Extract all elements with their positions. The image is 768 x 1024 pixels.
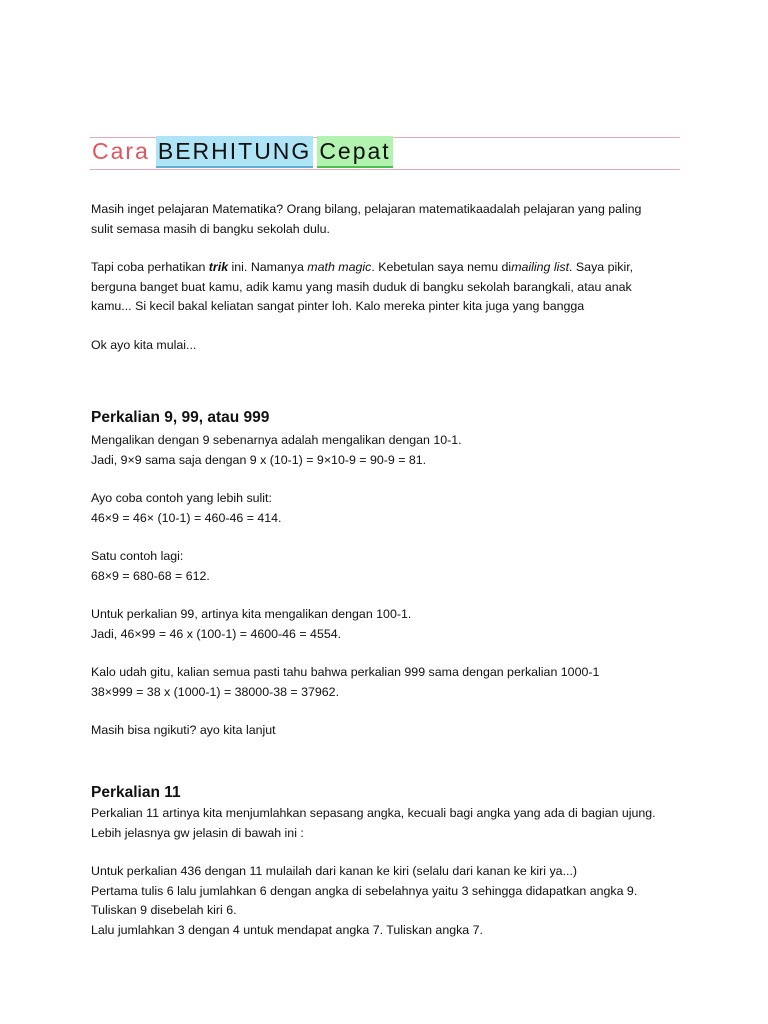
- paragraph-line: Ok ayo kita mulai...: [91, 338, 197, 352]
- section-heading-perkalian-11: Perkalian 11: [91, 784, 181, 801]
- paragraph-line: Untuk perkalian 436 dengan 11 mulailah dari kanan ke kiri (selalu dari kanan ke kiri ya...): [91, 864, 578, 878]
- paragraph-line: Untuk perkalian 99, artinya kita mengalikan dengan 100-1.: [91, 607, 412, 621]
- section1-paragraph-2: [91, 489, 281, 528]
- paragraph-line: [91, 258, 633, 278]
- paragraph-line: kamu... Si kecil bakal keliatan sangat pinter loh. Kalo mereka pinter kita juga yang bangga: [91, 299, 585, 313]
- paragraph-line: Mengalikan dengan 9 sebenarnya adalah mengalikan dengan 10-1.: [91, 433, 462, 447]
- paragraph-line: Tuliskan 9 disebelah kiri 6.: [91, 903, 237, 917]
- text-run: . Kebetulan saya nemu di: [371, 260, 512, 274]
- intro-paragraph-3: [91, 336, 196, 356]
- paragraph-line: Ayo coba contoh yang lebih sulit:: [91, 491, 272, 505]
- paragraph-line: Perkalian 11 artinya kita menjumlahkan sepasang angka, kecuali bagi angka yang ada di bagian ujung.: [91, 806, 656, 820]
- paragraph-line: Jadi, 46×99 = 46 x (100-1) = 4600-46 = 4554.: [91, 626, 342, 641]
- text-run: ini. Namanya: [228, 260, 308, 274]
- paragraph-line: Satu contoh lagi:: [91, 549, 184, 563]
- title-word-cara: Cara: [92, 138, 150, 164]
- intro-paragraph-2: [91, 258, 633, 317]
- section1-paragraph-5: [91, 663, 599, 702]
- section1-paragraph-1: [91, 431, 462, 470]
- paragraph-line: Lebih jelasnya gw jelasin di bawah ini :: [91, 825, 304, 840]
- section1-paragraph-6: [91, 721, 276, 741]
- paragraph-line: Jadi, 9×9 sama saja dengan 9 x (10-1) = 9×10-9 = 90-9 = 81.: [91, 452, 427, 467]
- text-run: . Saya pikir,: [569, 260, 634, 274]
- title-word-berhitung: BERHITUNG: [156, 136, 313, 168]
- paragraph-line: Kalo udah gitu, kalian semua pasti tahu bahwa perkalian 999 sama dengan perkalian 1000-1: [91, 665, 600, 679]
- section1-paragraph-4: [91, 605, 411, 644]
- emphasis-trik: trik: [208, 260, 229, 274]
- section2-paragraph-1: [91, 804, 656, 843]
- paragraph-line: sulit semasa masih di bangku sekolah dulu.: [91, 221, 330, 236]
- paragraph-line: Lalu jumlahkan 3 dengan 4 untuk mendapat angka 7. Tuliskan angka 7.: [91, 922, 483, 937]
- section2-paragraph-2: [91, 862, 637, 940]
- section-heading-perkalian-9: Perkalian 9, 99, atau 999: [91, 409, 270, 426]
- intro-paragraph-1: [91, 200, 641, 239]
- text-run: Tapi coba perhatikan: [91, 260, 209, 274]
- title-bottom-rule: [90, 169, 680, 170]
- paragraph-line: Pertama tulis 6 lalu jumlahkan 6 dengan angka di sebelahnya yaitu 3 sehingga didapatkan angka 9.: [91, 883, 638, 898]
- paragraph-line: Masih inget pelajaran Matematika? Orang bilang, pelajaran matematikaadalah pelajaran yang paling: [91, 202, 642, 216]
- document-title: [90, 136, 397, 166]
- title-word-cepat: Cepat: [317, 136, 392, 168]
- emphasis-mailing-list: mailing list: [511, 260, 570, 274]
- paragraph-line: 38×999 = 38 x (1000-1) = 38000-38 = 37962.: [91, 684, 340, 699]
- paragraph-line: 68×9 = 680-68 = 612.: [91, 568, 210, 583]
- paragraph-line: Masih bisa ngikuti? ayo kita lanjut: [91, 723, 276, 737]
- section1-paragraph-3: [91, 547, 210, 586]
- paragraph-line: berguna banget buat kamu, adik kamu yang masih duduk di bangku sekolah barangkali, atau anak: [91, 279, 632, 294]
- paragraph-line: 46×9 = 46× (10-1) = 460-46 = 414.: [91, 510, 282, 525]
- emphasis-math-magic: math magic: [307, 260, 372, 274]
